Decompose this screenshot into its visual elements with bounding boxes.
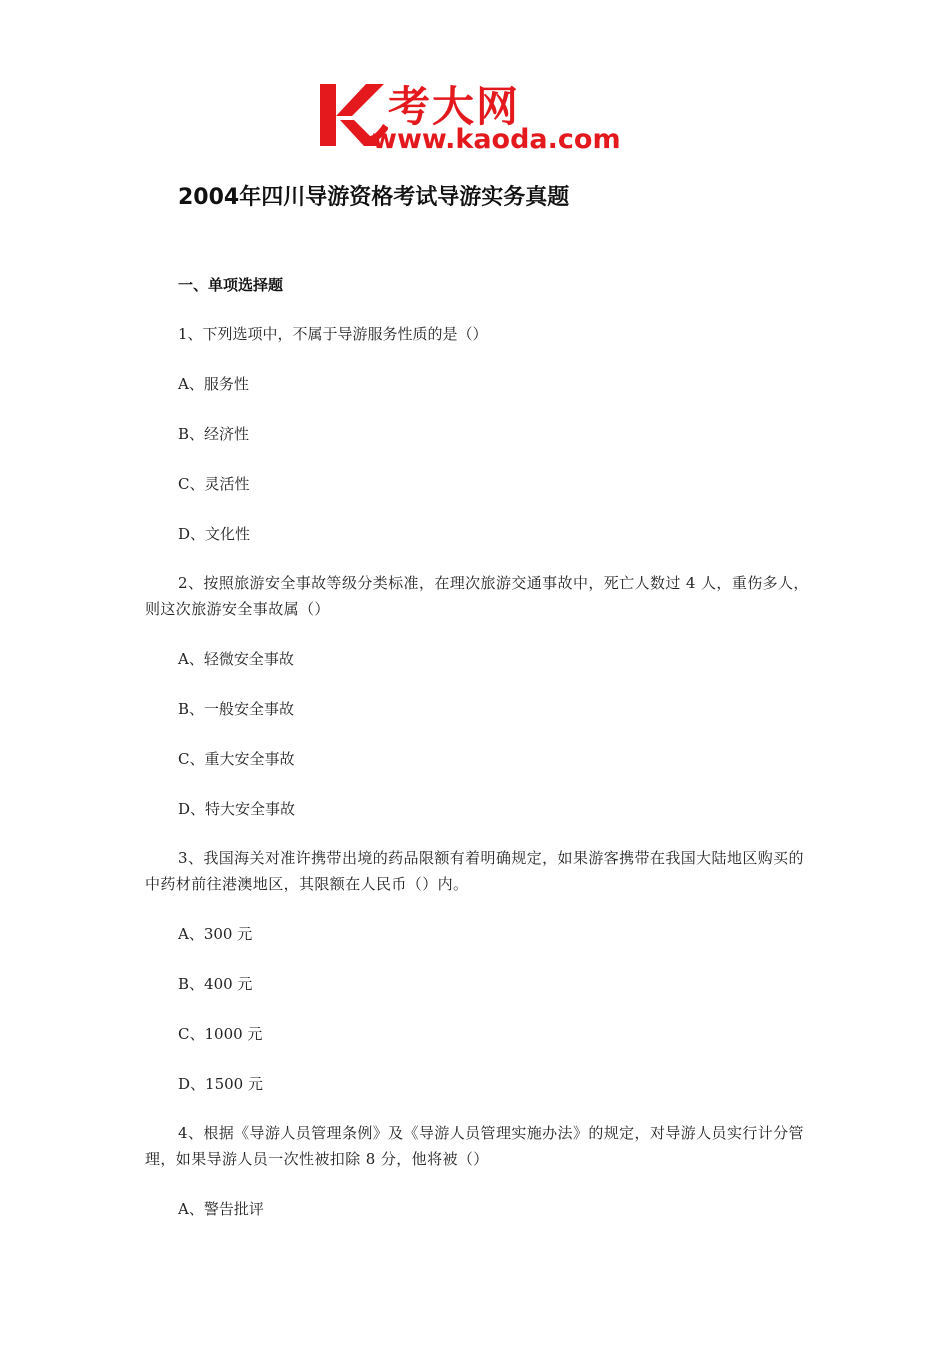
kaoda-logo[interactable]	[318, 80, 640, 160]
option-item: C、重大安全事故	[178, 750, 295, 768]
option-item: A、轻微安全事故	[178, 650, 294, 668]
option-item: D、1500 元	[178, 1075, 263, 1093]
option-item: C、灵活性	[178, 475, 250, 493]
option-item: A、300 元	[178, 925, 253, 943]
question-stem: 1、下列选项中，不属于导游服务性质的是（）	[178, 325, 488, 343]
page-title: 2004年四川导游资格考试导游实务真题	[178, 185, 570, 210]
logo-chinese-text: 考大网	[388, 82, 521, 131]
option-item: B、经济性	[178, 425, 250, 443]
question-stem: 2、按照旅游安全事故等级分类标准，在理次旅游交通事故中，死亡人数过 4 人，重伤多人，则这次旅游安全事故属（）	[145, 574, 809, 618]
section-heading: 一、单项选择题	[178, 276, 284, 294]
option-item: A、服务性	[178, 375, 249, 393]
option-item: B、400 元	[178, 975, 253, 993]
question-stem: 3、我国海关对准许携带出境的药品限额有着明确规定，如果游客携带在我国大陆地区购买的中药材前往港澳地区，其限额在人民币（）内。	[145, 849, 804, 893]
option-item: B、一般安全事故	[178, 700, 295, 718]
option-item: C、1000 元	[178, 1025, 263, 1043]
option-item: D、文化性	[178, 525, 251, 543]
option-item: D、特大安全事故	[178, 800, 296, 818]
option-item: A、警告批评	[178, 1200, 264, 1218]
logo-url-text: www.kaoda.com	[372, 124, 621, 155]
question-stem: 4、根据《导游人员管理条例》及《导游人员管理实施办法》的规定，对导游人员实行计分管理，如果导游人员一次性被扣除 8 分，他将被（）	[145, 1124, 804, 1168]
